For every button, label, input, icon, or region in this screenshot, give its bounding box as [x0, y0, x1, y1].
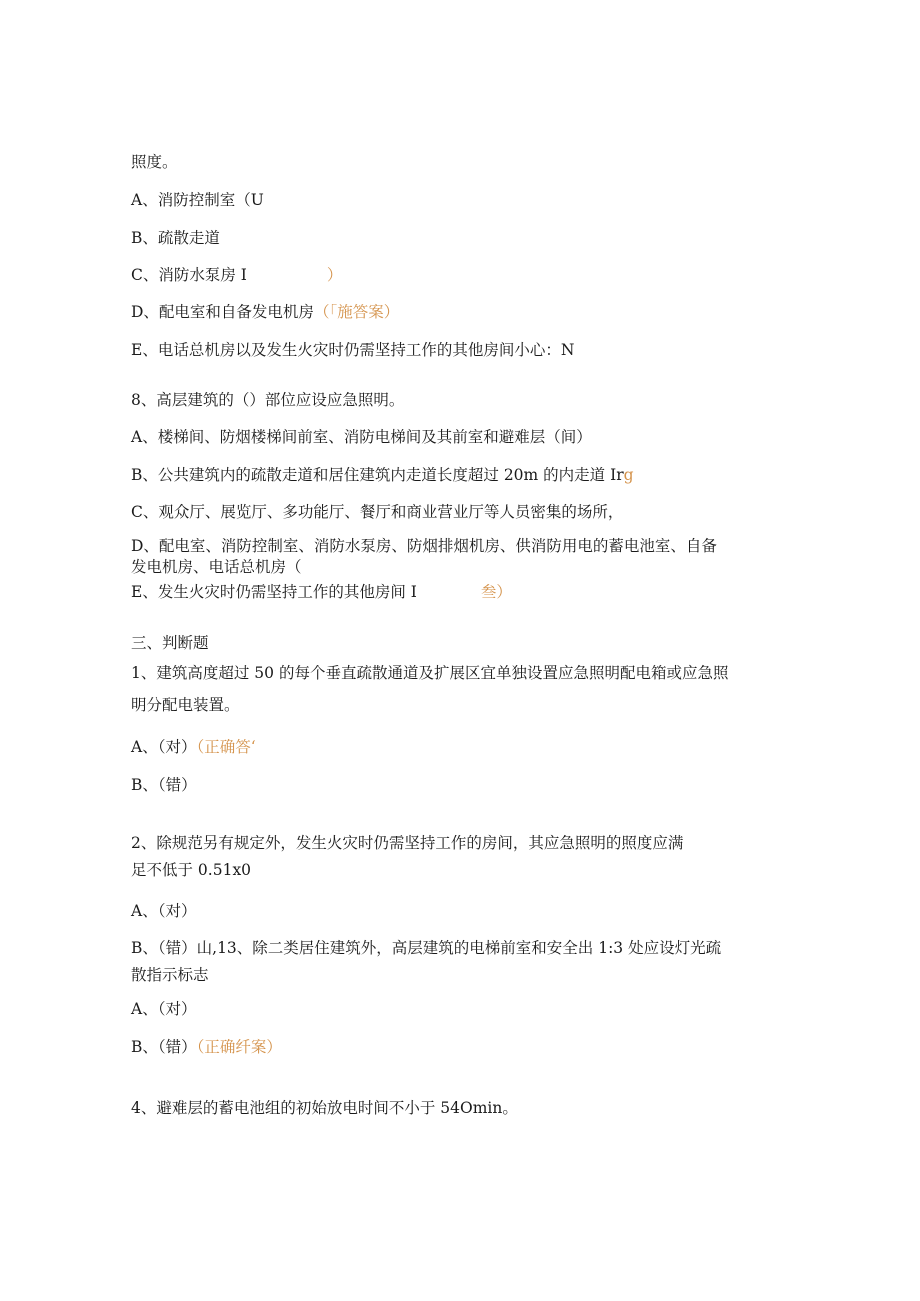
question-2-cont: [131, 860, 251, 880]
option-d: [131, 536, 717, 556]
option-c: [131, 502, 623, 522]
text-span: A、（对）: [131, 738, 197, 756]
option-a: [131, 737, 256, 757]
section-heading: [131, 633, 209, 653]
text-span: 足不低于 0.51x0: [131, 861, 252, 879]
option-c: [131, 265, 342, 285]
option-e: [131, 340, 574, 360]
option-d-cont: [131, 557, 302, 577]
text-span: 三、判断题: [131, 634, 209, 652]
text-span: 发电机房、电话总机房（: [131, 558, 302, 576]
option-a: [131, 190, 264, 210]
option-a: [131, 999, 196, 1019]
text-span: E、电话总机房以及发生火灾时仍需坚持工作的其他房间小心：N: [131, 341, 575, 359]
option-d: [131, 302, 399, 322]
question-1: [131, 663, 728, 683]
text-span: 明分配电装置。: [131, 696, 240, 714]
option-b: [131, 465, 634, 485]
answer-mark: （「施答案）: [313, 303, 400, 321]
text-span: 8、高层建筑的（）部位应设应急照明。: [131, 391, 405, 409]
question-8: [131, 390, 404, 410]
text-span: 4、避难层的蓄电池组的初始放电时间不小于 54Omin。: [131, 1099, 518, 1117]
text-span: 散指示标志: [131, 966, 209, 984]
option-b: [131, 228, 220, 248]
text-line: [131, 152, 178, 172]
answer-mark: g: [623, 466, 634, 484]
text-span: B、（错）: [131, 1038, 197, 1056]
text-span: 照度。: [131, 153, 178, 171]
question-4: [131, 1098, 518, 1118]
text-span: B、（错）: [131, 776, 197, 794]
text-span: B、疏散走道: [131, 229, 220, 247]
option-a: [131, 901, 196, 921]
option-a: [131, 427, 592, 447]
text-span: B、（错）山,13、除二类居住建筑外，高层建筑的电梯前室和安全出 1:3 处应设灯光疏: [131, 939, 722, 957]
option-b: [131, 938, 721, 958]
question-2: [131, 833, 683, 853]
question-1-cont: [131, 695, 240, 715]
option-e: [131, 582, 512, 602]
answer-mark: （正确答‘: [196, 738, 256, 756]
text-span: E、发生火灾时仍需坚持工作的其他房间 I: [131, 583, 417, 601]
text-span: A、消防控制室（U: [131, 191, 264, 209]
text-span: D、配电室、消防控制室、消防水泵房、防烟排烟机房、供消防用电的蓄电池室、自备: [131, 537, 717, 555]
answer-mark: ）: [326, 266, 343, 284]
answer-mark: （正确纤案）: [196, 1038, 282, 1056]
text-span: C、消防水泵房 I: [131, 266, 247, 284]
text-span: A、楼梯间、防烟楼梯间前室、消防电梯间及其前室和避难层（间）: [131, 428, 592, 446]
answer-mark: 叁）: [480, 583, 512, 601]
text-span: D、配电室和自备发电机房: [131, 303, 314, 321]
text-span: 2、除规范另有规定外，发生火灾时仍需坚持工作的房间，其应急照明的照度应满: [131, 834, 684, 852]
text-span: C、观众厅、展览厅、多功能厅、餐厅和商业营业厅等人员密集的场所，: [131, 503, 624, 521]
text-span: A、（对）: [131, 1000, 197, 1018]
text-span: A、（对）: [131, 902, 197, 920]
text-span: 1、建筑高度超过 50 的每个垂直疏散通道及扩展区宜单独设置应急照明配电箱或应急照: [131, 664, 729, 682]
option-b: [131, 1037, 282, 1057]
option-b: [131, 775, 197, 795]
text-span: B、公共建筑内的疏散走道和居住建筑内走道长度超过 20m 的内走道 Ir: [131, 466, 624, 484]
question-3-cont: [131, 965, 209, 985]
